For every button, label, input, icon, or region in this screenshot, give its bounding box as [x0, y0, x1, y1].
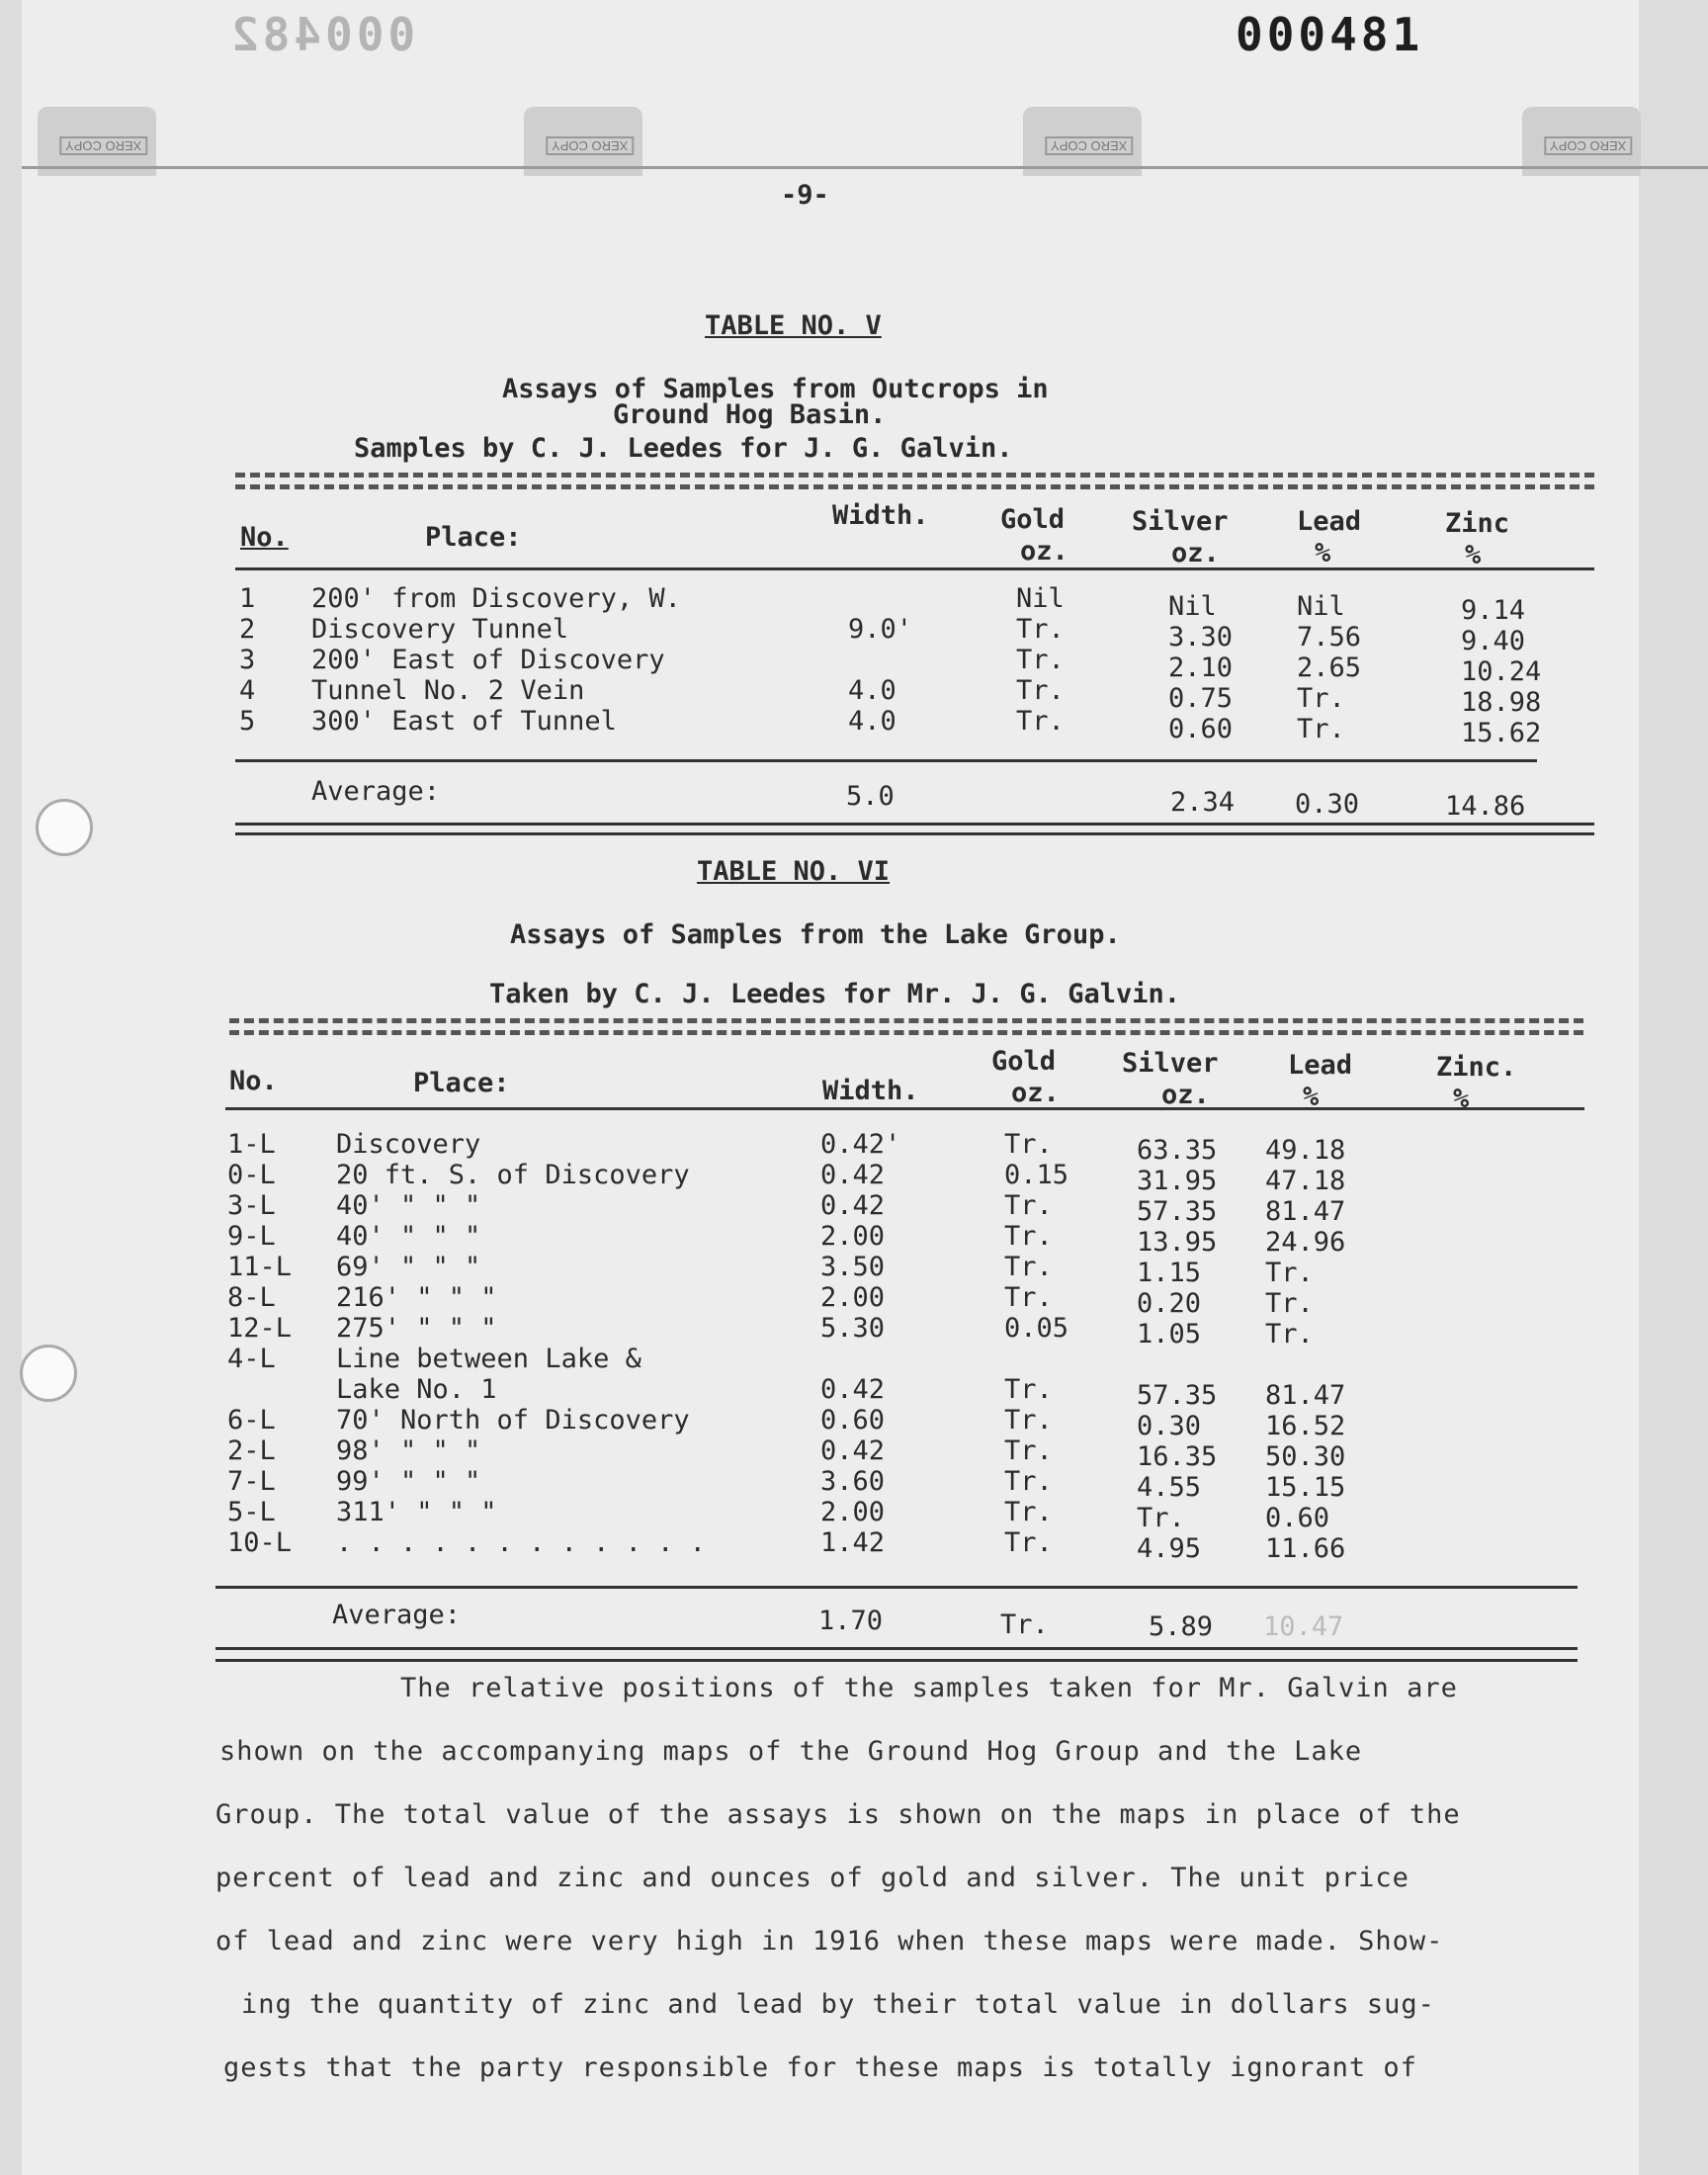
cell-no: 8-L: [227, 1282, 276, 1313]
cell-place: 40' " " ": [336, 1221, 481, 1252]
cell-lead: Nil: [1297, 591, 1345, 622]
cell-width: 4.0: [848, 675, 897, 706]
cell-lead: Tr.: [1265, 1319, 1314, 1349]
cell-gold: Tr.: [1004, 1252, 1053, 1282]
cell-place: Discovery: [336, 1129, 481, 1160]
xero-copy-tab: XERO COPY: [1522, 107, 1641, 176]
cell-zinc: 10.24: [1461, 656, 1542, 687]
avg-label: Average:: [311, 776, 441, 807]
cell-width: 4.0: [848, 706, 897, 737]
table5-subtitle-3: Samples by C. J. Leedes for J. G. Galvin.: [354, 433, 1013, 464]
col-place: Place:: [413, 1068, 510, 1098]
cell-gold: 0.05: [1004, 1313, 1069, 1344]
cell-no: 5-L: [227, 1497, 276, 1527]
cell-gold: Tr.: [1004, 1405, 1053, 1436]
col-place: Place:: [425, 522, 522, 553]
cell-width: 0.42: [820, 1160, 886, 1190]
cell-width: 2.00: [820, 1497, 886, 1527]
page-number: -9-: [781, 180, 829, 211]
cell-lead: Tr.: [1265, 1258, 1314, 1288]
cell-place: 300' East of Tunnel: [311, 706, 617, 737]
cell-width: 5.30: [820, 1313, 886, 1344]
col-zinc: Zinc.: [1436, 1052, 1517, 1083]
cell-place: 311' " " ": [336, 1497, 497, 1527]
table6-title: TABLE NO. VI: [697, 856, 891, 887]
xero-copy-tab: XERO COPY: [38, 107, 156, 176]
cell-lead: 81.47: [1265, 1380, 1346, 1411]
cell-no: 2: [239, 614, 256, 645]
col-gold: Gold: [991, 1046, 1057, 1077]
cell-no: 5: [239, 706, 256, 737]
cell-width: 0.42: [820, 1190, 886, 1221]
cell-width: 1.42: [820, 1527, 886, 1558]
cell-lead: Tr.: [1297, 683, 1345, 714]
cell-lead: 24.96: [1265, 1227, 1346, 1258]
cell-silver: 1.05: [1137, 1319, 1202, 1349]
cell-silver: 0.75: [1168, 683, 1234, 714]
cell-lead: 15.15: [1265, 1472, 1346, 1503]
cell-zinc: 15.62: [1461, 718, 1542, 748]
copy-edge-line: [22, 166, 1708, 169]
cell-silver: 4.95: [1137, 1533, 1202, 1564]
cell-width: 2.00: [820, 1282, 886, 1313]
cell-no: 11-L: [227, 1252, 293, 1282]
col-width: Width.: [822, 1076, 919, 1106]
cell-silver: Nil: [1168, 591, 1217, 622]
cell-gold: Tr.: [1004, 1436, 1053, 1466]
table6-subtitle-1: Assays of Samples from the Lake Group.: [510, 919, 1121, 950]
doc-number: 000481: [1236, 8, 1424, 61]
col-no: No.: [229, 1066, 278, 1096]
cell-place: 20 ft. S. of Discovery: [336, 1160, 690, 1190]
cell-silver: 16.35: [1137, 1441, 1218, 1472]
cell-place: Lake No. 1: [336, 1374, 497, 1405]
cell-place: . . . . . . . . . . . .: [336, 1527, 706, 1558]
paragraph-line: percent of lead and zinc and ounces of gold and silver. The unit price: [215, 1863, 1409, 1893]
cell-no: 3-L: [227, 1190, 276, 1221]
cell-gold: Tr.: [1004, 1374, 1053, 1405]
cell-lead: 0.60: [1265, 1503, 1330, 1533]
cell-no: 2-L: [227, 1436, 276, 1466]
cell-place: 200' East of Discovery: [311, 645, 665, 675]
cell-silver: 57.35: [1137, 1196, 1218, 1227]
cell-no: 0-L: [227, 1160, 276, 1190]
cell-lead: 50.30: [1265, 1441, 1346, 1472]
cell-width: 3.60: [820, 1466, 886, 1497]
avg-width: 5.0: [846, 781, 895, 812]
cell-gold: Tr.: [1016, 614, 1065, 645]
col-lead: Lead: [1297, 506, 1362, 537]
cell-gold: Tr.: [1004, 1221, 1053, 1252]
cell-place: 216' " " ": [336, 1282, 497, 1313]
cell-no: 3: [239, 645, 256, 675]
cell-place: Line between Lake &: [336, 1344, 641, 1374]
cell-lead: 49.18: [1265, 1135, 1346, 1166]
cell-no: 4: [239, 675, 256, 706]
cell-lead: Tr.: [1265, 1288, 1314, 1319]
col-silver-unit: oz.: [1171, 538, 1220, 568]
table6-top-rule: [229, 1018, 1583, 1023]
cell-lead: 11.66: [1265, 1533, 1346, 1564]
col-silver-unit: oz.: [1161, 1080, 1210, 1110]
cell-gold: Tr.: [1004, 1282, 1053, 1313]
col-zinc-unit: %: [1465, 540, 1482, 570]
col-silver: Silver: [1132, 506, 1229, 537]
paragraph-line: The relative positions of the samples taken for Mr. Galvin are: [400, 1673, 1458, 1703]
cell-width: 0.42: [820, 1374, 886, 1405]
avg-zinc: 14.86: [1445, 791, 1526, 822]
cell-silver: 57.35: [1137, 1380, 1218, 1411]
cell-no: 10-L: [227, 1527, 293, 1558]
cell-lead: 2.65: [1297, 652, 1362, 683]
ghost-doc-number: 000482: [227, 8, 416, 61]
avg-silver: 2.34: [1170, 787, 1236, 818]
cell-no: 12-L: [227, 1313, 293, 1344]
avg-lead: 10.47: [1263, 1611, 1344, 1642]
col-gold: Gold: [1000, 504, 1066, 535]
cell-gold: Tr.: [1004, 1129, 1053, 1160]
cell-place: 99' " " ": [336, 1466, 481, 1497]
avg-gold: Tr.: [1000, 1610, 1049, 1640]
paragraph-line: Group. The total value of the assays is shown on the maps in place of the: [215, 1799, 1461, 1830]
cell-no: 6-L: [227, 1405, 276, 1436]
paragraph-line: of lead and zinc were very high in 1916 when these maps were made. Show-: [215, 1926, 1444, 1957]
cell-gold: 0.15: [1004, 1160, 1069, 1190]
cell-place: 275' " " ": [336, 1313, 497, 1344]
avg-lead: 0.30: [1295, 789, 1360, 820]
cell-no: 9-L: [227, 1221, 276, 1252]
cell-silver: 2.10: [1168, 652, 1234, 683]
cell-lead: 47.18: [1265, 1166, 1346, 1196]
col-gold-unit: oz.: [1020, 536, 1068, 566]
cell-silver: 3.30: [1168, 622, 1234, 652]
cell-place: Discovery Tunnel: [311, 614, 569, 645]
cell-gold: Tr.: [1004, 1497, 1053, 1527]
cell-lead: 16.52: [1265, 1411, 1346, 1441]
paragraph-line: shown on the accompanying maps of the Ground Hog Group and the Lake: [219, 1736, 1363, 1767]
cell-zinc: 18.98: [1461, 687, 1542, 718]
cell-gold: Tr.: [1004, 1190, 1053, 1221]
table5-subtitle-2: Ground Hog Basin.: [613, 399, 887, 430]
cell-silver: 0.20: [1137, 1288, 1202, 1319]
col-silver: Silver: [1122, 1048, 1219, 1079]
cell-width: 0.42: [820, 1436, 886, 1466]
cell-place: 70' North of Discovery: [336, 1405, 690, 1436]
cell-place: Tunnel No. 2 Vein: [311, 675, 585, 706]
cell-silver: 4.55: [1137, 1472, 1202, 1503]
paragraph-line: gests that the party responsible for these maps is totally ignorant of: [223, 2052, 1417, 2083]
punch-hole: [20, 1345, 77, 1402]
cell-lead: 7.56: [1297, 622, 1362, 652]
cell-width: 9.0': [848, 614, 913, 645]
cell-place: 69' " " ": [336, 1252, 481, 1282]
avg-silver: 5.89: [1149, 1611, 1214, 1642]
avg-label: Average:: [332, 1600, 462, 1630]
cell-width: 0.42': [820, 1129, 901, 1160]
cell-silver: 1.15: [1137, 1258, 1202, 1288]
col-width: Width.: [832, 500, 929, 531]
cell-zinc: 9.14: [1461, 595, 1526, 626]
cell-place: 40' " " ": [336, 1190, 481, 1221]
cell-lead: 81.47: [1265, 1196, 1346, 1227]
cell-lead: Tr.: [1297, 714, 1345, 744]
col-lead-unit: %: [1303, 1082, 1320, 1112]
cell-width: 0.60: [820, 1405, 886, 1436]
col-lead-unit: %: [1315, 538, 1331, 568]
xero-copy-tab: XERO COPY: [524, 107, 642, 176]
punch-hole: [36, 799, 93, 856]
cell-no: 1-L: [227, 1129, 276, 1160]
cell-silver: 0.60: [1168, 714, 1234, 744]
cell-no: 1: [239, 583, 256, 614]
cell-gold: Tr.: [1016, 706, 1065, 737]
cell-gold: Tr.: [1004, 1527, 1053, 1558]
cell-no: 4-L: [227, 1344, 276, 1374]
cell-place: 200' from Discovery, W.: [311, 583, 681, 614]
cell-gold: Tr.: [1004, 1466, 1053, 1497]
xero-copy-tab: XERO COPY: [1023, 107, 1142, 176]
cell-no: 7-L: [227, 1466, 276, 1497]
paragraph-line: ing the quantity of zinc and lead by their total value in dollars sug-: [241, 1989, 1435, 2020]
col-no: No.: [240, 522, 289, 553]
cell-zinc: 9.40: [1461, 626, 1526, 656]
cell-silver: 63.35: [1137, 1135, 1218, 1166]
table6-subtitle-2: Taken by C. J. Leedes for Mr. J. G. Galvin.: [489, 979, 1180, 1009]
table5-title: TABLE NO. V: [705, 310, 882, 341]
cell-silver: 31.95: [1137, 1166, 1218, 1196]
col-lead: Lead: [1288, 1050, 1353, 1081]
cell-silver: 13.95: [1137, 1227, 1218, 1258]
cell-gold: Tr.: [1016, 675, 1065, 706]
cell-place: 98' " " ": [336, 1436, 481, 1466]
cell-silver: 0.30: [1137, 1411, 1202, 1441]
col-zinc-unit: %: [1453, 1084, 1470, 1114]
cell-silver: Tr.: [1137, 1503, 1185, 1533]
cell-gold: Tr.: [1016, 645, 1065, 675]
avg-width: 1.70: [818, 1606, 884, 1636]
cell-width: 3.50: [820, 1252, 886, 1282]
table5-top-rule: [235, 473, 1594, 478]
col-zinc: Zinc: [1445, 508, 1510, 539]
col-gold-unit: oz.: [1011, 1078, 1060, 1108]
cell-gold: Nil: [1016, 583, 1065, 614]
cell-width: 2.00: [820, 1221, 886, 1252]
table5-subtitle-1: Assays of Samples from Outcrops in: [502, 374, 1049, 404]
